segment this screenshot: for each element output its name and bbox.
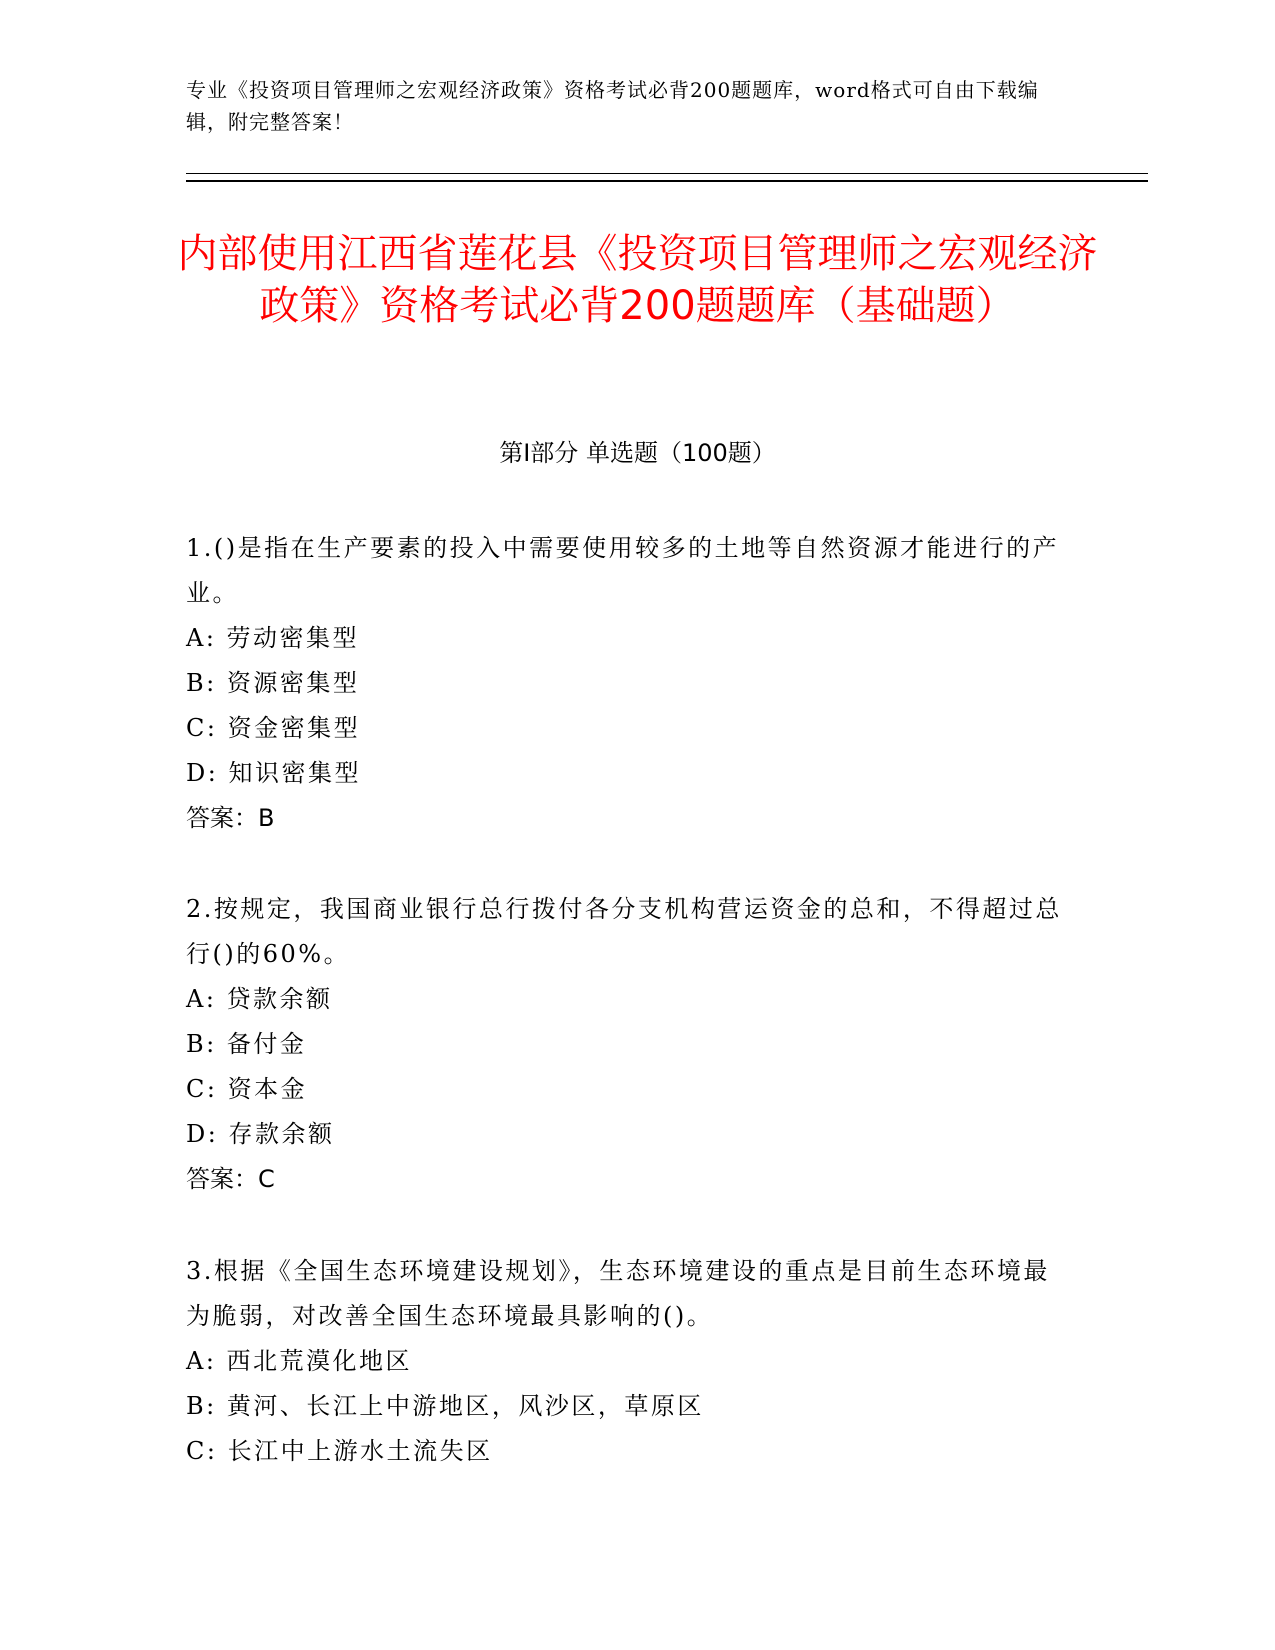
option-b: B: 黄河、长江上中游地区，风沙区，草原区: [186, 1392, 704, 1420]
header-divider-thick: [186, 180, 1148, 182]
header-divider-thin: [186, 173, 1148, 174]
option-b: B: 备付金: [186, 1030, 307, 1058]
question-stem: 1.()是指在生产要素的投入中需要使用较多的土地等自然资源才能进行的产业。: [186, 534, 1060, 607]
option-c: C: 长江中上游水土流失区: [186, 1437, 493, 1465]
option-b: B: 资源密集型: [186, 669, 360, 697]
question-2: [186, 887, 1066, 1202]
question-3: [186, 1249, 1066, 1474]
section-heading: 第I部分 单选题（100题）: [499, 439, 776, 467]
option-a: A: 贷款余额: [186, 985, 333, 1013]
document-title: 内部使用江西省莲花县《投资项目管理师之宏观经济政策》资格考试必背200题题库（基础题）: [177, 231, 1098, 329]
option-d: D: 存款余额: [186, 1120, 335, 1148]
question-stem: 3.根据《全国生态环境建设规划》，生态环境建设的重点是目前生态环境最为脆弱，对改善全国生态环境最具影响的()。: [186, 1257, 1050, 1330]
option-d: D: 知识密集型: [186, 759, 361, 787]
option-a: A: 劳动密集型: [186, 624, 360, 652]
option-c: C: 资本金: [186, 1075, 308, 1103]
question-stem: 2.按规定，我国商业银行总行拨付各分支机构营运资金的总和，不得超过总行()的60%。: [186, 895, 1062, 968]
answer: 答案：C: [186, 1165, 275, 1193]
header-note: 专业《投资项目管理师之宏观经济政策》资格考试必背200题题库，word格式可自由下载编辑，附完整答案！: [186, 78, 1039, 134]
question-1: [186, 526, 1066, 841]
answer: 答案：B: [186, 804, 275, 832]
option-c: C: 资金密集型: [186, 714, 361, 742]
option-a: A: 西北荒漠化地区: [186, 1347, 413, 1375]
